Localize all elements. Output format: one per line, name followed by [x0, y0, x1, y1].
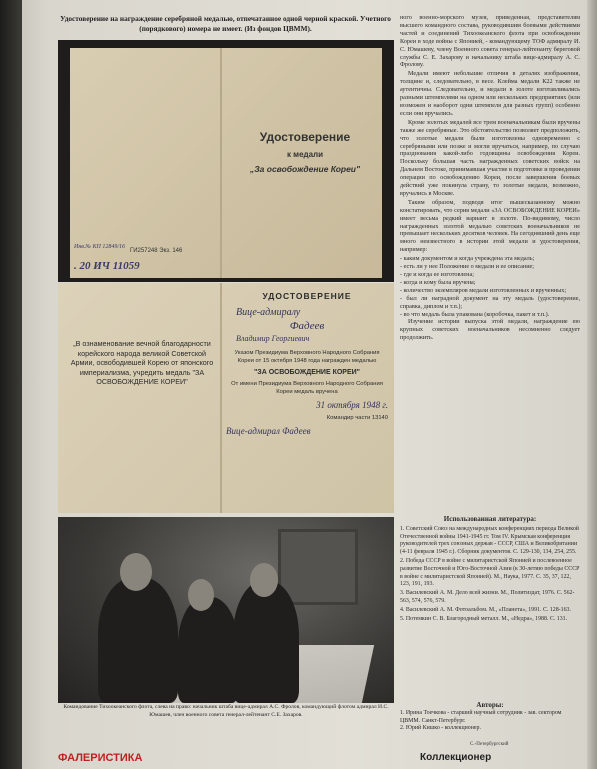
list-item: - количество экземпляров медали изготовленных и врученных;	[400, 286, 567, 294]
certificate-cover-photo	[58, 40, 394, 282]
article-column	[400, 14, 580, 343]
author-item: 2. Юрий Кишко - коллекционер.	[400, 725, 481, 732]
certificate-heading: УДОСТОВЕРЕНИЕ	[262, 291, 352, 301]
certificate-quote: „В ознаменование вечной благодарности корейского народа великой Советской Армии, освободившей Корею от японского империализма, учредить медаль "ЗА ОСВОБОЖДЕНИЕ КОРЕИ"	[70, 339, 214, 386]
print-serial: ГИ257248 Экз. 146	[130, 248, 183, 254]
article-paragraph: ного военно-морского музея, приведенная, представителям высшего командного состава, руководившим боевыми действиями частей и соединений Тихоокеанского флота при освобождении Кореи в ходе войны с Японией, - командующему ТОФ адмиралу И. С. Юмашеву, члену Военного совета генерал-лейтенанту береговой службы С. Е. Захарову и начальнику штаба вице-адмиралу А. С. Фролову.	[400, 14, 580, 69]
list-item: - был ли наградной документ на эту медаль (удостоверение, справка, диплом и т.п.);	[400, 294, 580, 310]
certificate-cover-paper	[70, 48, 382, 278]
photo-caption: Командование Тихоокеанского флота, слева на право: начальник штаба вице-адмирал А.С. Фролов, командующий флотом адмирал И.С. Юмашев, член военного совета генерал-лейтенант С.Е. Захаров.	[63, 704, 389, 718]
officer-head	[120, 553, 152, 591]
author-item: 1. Ирина Тоечкова - старший научный сотрудник - зав. сектором ЦВММ. Санкт-Петербург.	[400, 709, 562, 724]
list-item: - во что медаль была упакована (коробочка, пакет и т.п.).	[400, 310, 550, 318]
fold-line	[220, 48, 222, 278]
references	[400, 516, 580, 624]
authors-heading: Авторы:	[476, 701, 504, 709]
page-edge-right	[587, 0, 597, 769]
cover-subtitle: к медали	[286, 150, 324, 159]
reference-item: 2. Победа СССР в войне с милитаристской Японией и послевоенное развитие Восточной и Юго-Восточной Азии (к 30-летию победы СССР в войне с милитаристской Японией). М., Наука, 1977. С. 35, 37, 122, 123, 191, 193.	[400, 557, 580, 588]
cover-medal-name: „За освобождение Кореи"	[249, 164, 361, 174]
handwritten-number: . 20 ИЧ 11059	[74, 260, 140, 272]
page-edge-shadow	[0, 0, 22, 769]
reference-item: 5. Потемкин С. В. Благородный металл. М., «Недра», 1988. С. 131.	[400, 615, 568, 622]
article-paragraph: Таким образом, подводя итог вышесказанному можно констатировать, что серия медали «ЗА ОСВОБОЖДЕНИЕ КОРЕИ» имеет весьма редкий вариант в золоте. По-видимому, число награжденных золотой медалью советских военачальников не превышает нескольких десятков человек. На сегодняшний день еще много неизвестного в истории этой медали и удостоверения, например:	[400, 198, 580, 254]
handwritten-rank: Вице-адмиралу	[236, 307, 301, 318]
magazine-title: Коллекционер	[420, 752, 492, 763]
handwritten-signature: Вице-адмирал Фадеев	[226, 426, 311, 436]
award-by: От имени Президиума Верховного Народного Собрания Кореи медаль вручена	[231, 381, 383, 395]
list-item: - есть ли у нее Положение о медали и ее описание;	[400, 263, 535, 271]
reference-item: 1. Советский Союз на международных конференциях периода Великой Отечественной войны 1941-1945 гг. Том IV. Крымская конференция руководителей трех союзных держав - СССР, США и Великобритании (4-11 февраля 1945 г.). Сборник документов. С. 129-130, 134, 254, 255.	[400, 525, 579, 556]
medal-title: "ЗА ОСВОБОЖДЕНИЕ КОРЕИ"	[253, 369, 360, 376]
officer-figure	[98, 577, 178, 703]
fold-line	[220, 283, 222, 513]
article-paragraph: Медали имеют небольшие отличия в деталях изображения, толщине и, следовательно, в весе. Клейма медали К22 также не аутентичны. Следовательно, и медали в золоте изготавливались разными штемпелями на одном или нескольких предприятиях (или возможен и наоборот одни штемпеля для разных групп) особенно если они вручались.	[400, 70, 580, 117]
handwritten-date: 31 октября 1948 г.	[316, 400, 388, 410]
magazine-subtitle: С.-Петербургский	[470, 742, 509, 747]
cover-title: Удостоверение	[259, 130, 351, 144]
handwritten-name: Владимир Георгиевич	[236, 334, 310, 343]
wall-portrait	[278, 529, 358, 605]
officer-figure	[178, 597, 238, 703]
decree-text: Указом Президиума Верховного Народного Собрания Кореи от 15 октября 1948 года награжден медалью	[234, 350, 380, 364]
article-paragraph: Кроме золотых медалей все трем военачальникам были вручены также же серебряные. Это обстоятельство позволяет предположить, что золотые медали были изготовлены одновременно с серебряными или позже и могли вручаться, например, по случаю празднования какой-либо годовщины освобождения Кореи. Поскольку большая часть награжденных советских войск на Дальнем Востоке, принимавшая участие в подготовке и проведении операции по освобождению Кореи, после завершения боевых действий уже покинула страну, то золотые медали, возможно, вручались в Москве.	[400, 118, 580, 197]
command-group-photo	[58, 517, 394, 703]
references-heading: Использованная литература:	[443, 515, 537, 523]
top-caption: Удостоверение на награждение серебряной медалью, отпечатанное одной черной краской. Учетного (порядкового) номера не имеет. (Из фондов ЦВММ).	[60, 14, 391, 33]
authors	[400, 702, 580, 733]
certificate-right-page	[226, 291, 388, 436]
officer-figure	[233, 581, 299, 703]
handwritten-surname: Фадеев	[289, 320, 325, 332]
commander-line: Командир части 13140	[326, 415, 388, 421]
reference-item: 3. Василевский А. М. Дело всей жизни. М., Политиздат, 1976. С. 562-563, 574, 576, 579.	[400, 590, 575, 604]
list-item: - где и когда ее изготовлена;	[400, 271, 474, 278]
officer-head	[250, 563, 278, 597]
list-item: - каким документом и когда учреждена эта медаль;	[400, 255, 535, 263]
article-paragraph: Изучение истории выпуска этой медали, награждение ею крупных советских военачальников несомненно следует продолжить.	[400, 318, 580, 342]
certificate-open-photo	[58, 283, 394, 513]
section-label: ФАЛЕРИСТИКА	[58, 752, 143, 764]
reference-item: 4. Василевский А. М. Фотоальбом. М., «Планета», 1991. С. 128-163.	[400, 606, 571, 613]
inventory-number: Инв.№ КП 12849/16	[74, 244, 126, 250]
list-item: - когда и кому была вручена;	[400, 278, 476, 286]
officer-head	[188, 579, 214, 611]
